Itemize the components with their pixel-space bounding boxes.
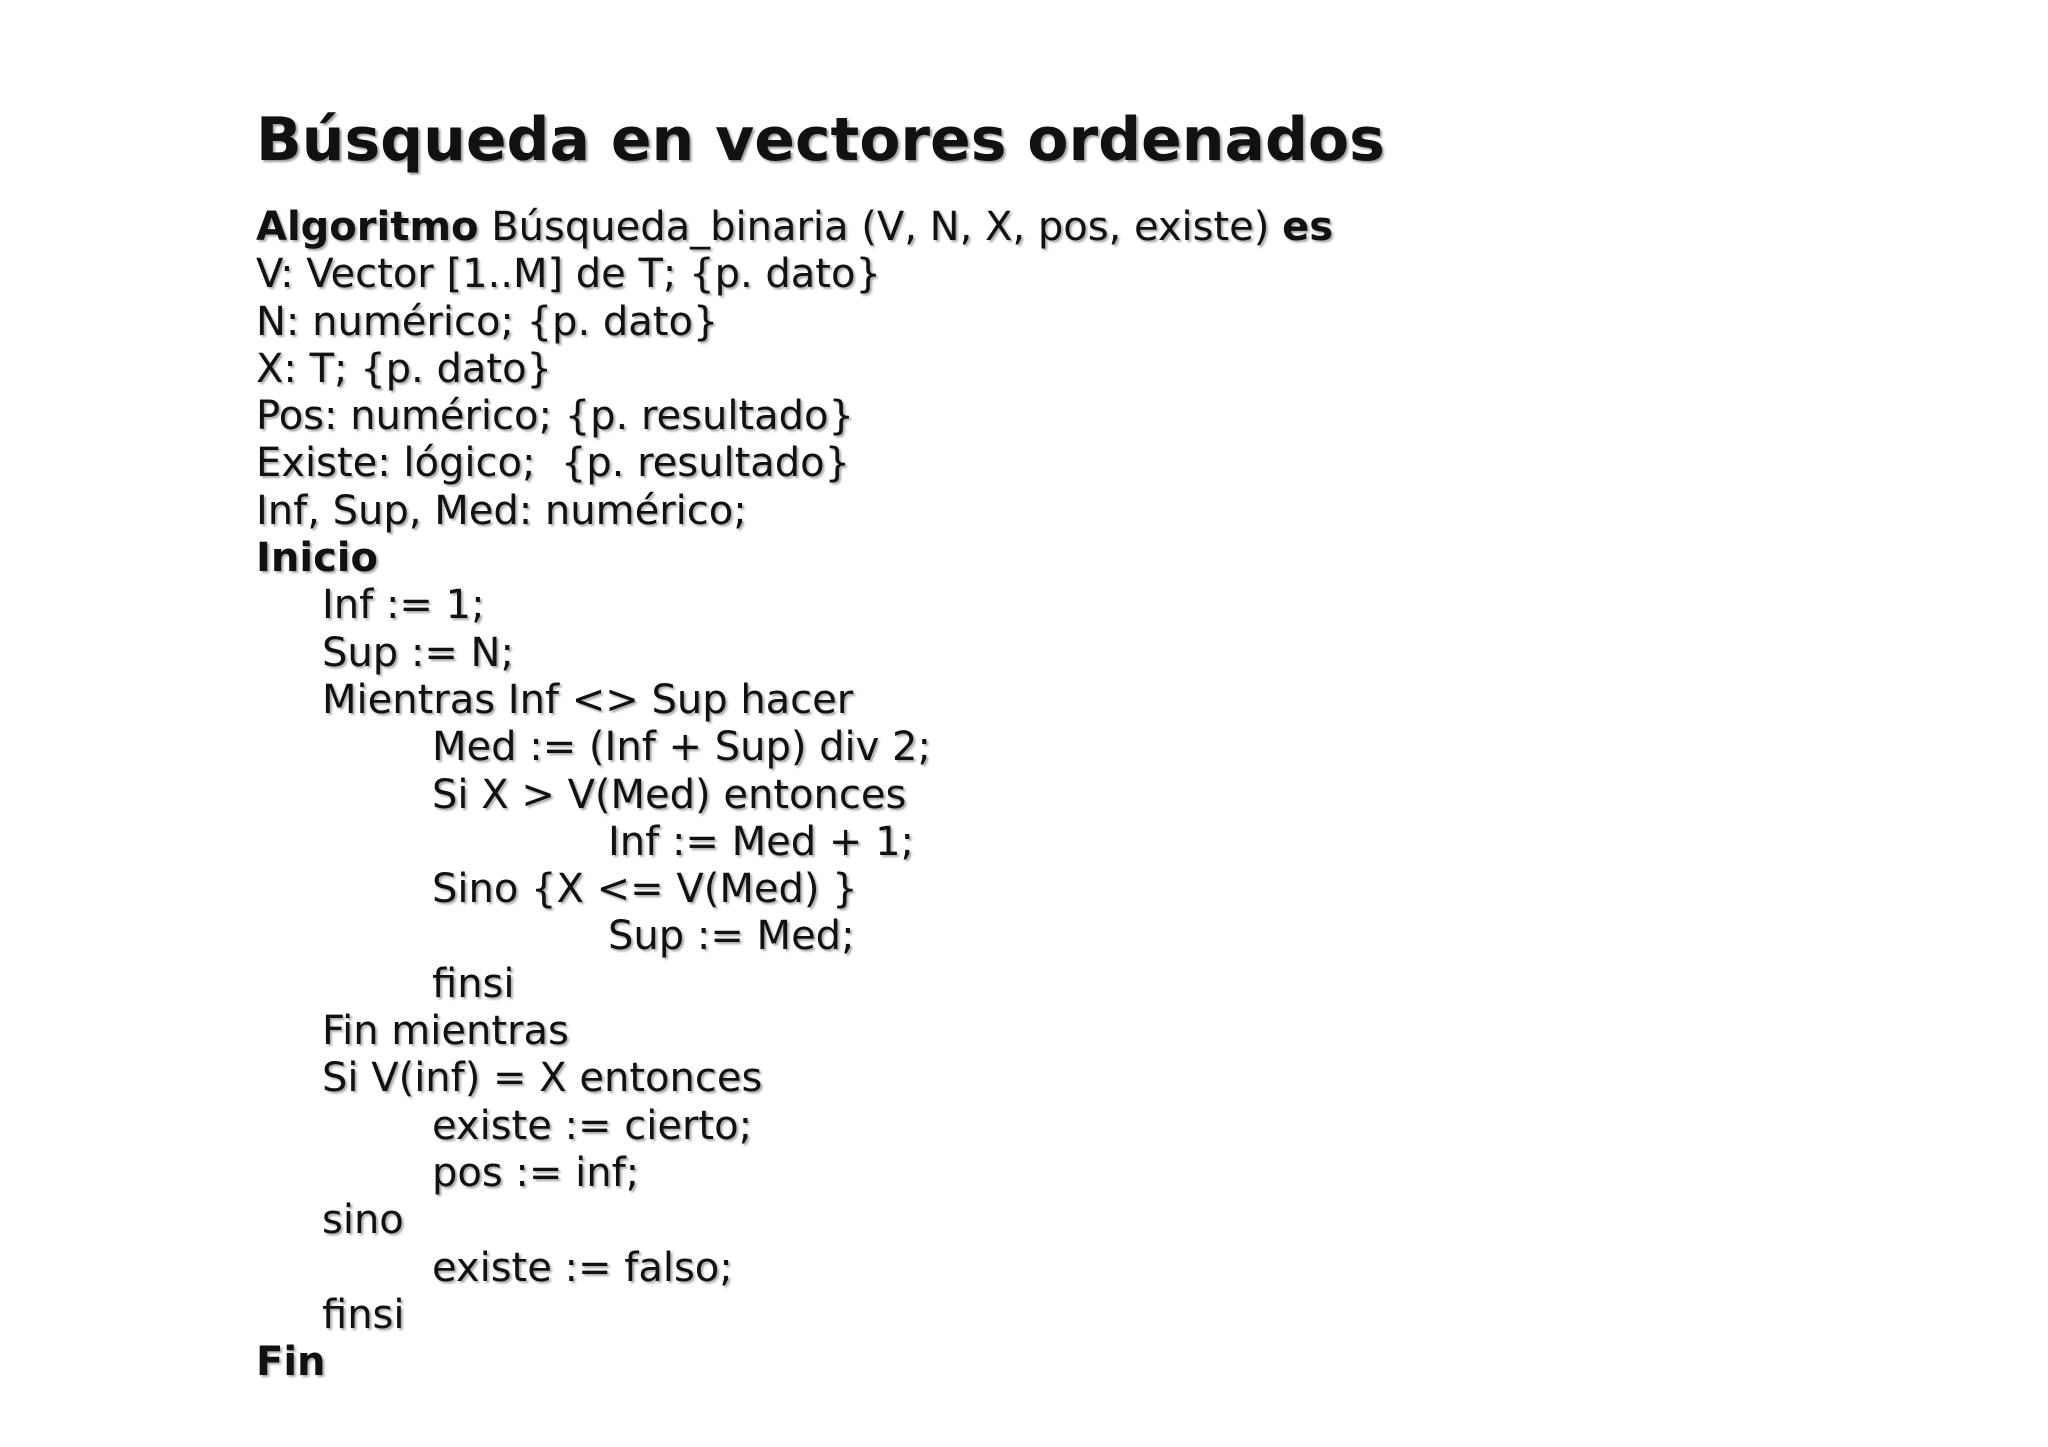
algorithm-signature: Búsqueda_binaria (V, N, X, pos, existe) — [478, 204, 1283, 250]
slide-title: Búsqueda en vectores ordenados — [256, 105, 1385, 175]
declaration-line: X: T; {p. dato} — [256, 345, 552, 392]
algorithm-code-block — [256, 204, 1856, 1386]
declaration-line: Existe: lógico; {p. resultado} — [256, 440, 851, 487]
code-line: Fin mientras — [322, 1008, 569, 1055]
code-line: finsi — [322, 1291, 405, 1338]
code-line: Sup := Med; — [608, 913, 855, 960]
code-line: finsi — [432, 960, 515, 1007]
keyword-fin: Fin — [256, 1339, 326, 1386]
declaration-line: V: Vector [1..M] de T; {p. dato} — [256, 251, 881, 298]
declaration-line: N: numérico; {p. dato} — [256, 298, 719, 345]
algorithm-header — [256, 204, 1856, 251]
code-line: existe := cierto; — [432, 1102, 753, 1149]
code-line: Sino {X <= V(Med) } — [432, 866, 858, 913]
code-line: Inf := Med + 1; — [608, 818, 915, 865]
keyword-inicio: Inicio — [256, 535, 378, 582]
declaration-line: Inf, Sup, Med: numérico; — [256, 487, 747, 534]
code-line: sino — [322, 1197, 404, 1244]
code-line: Inf := 1; — [322, 582, 485, 629]
keyword-es: es — [1282, 204, 1334, 250]
code-line: pos := inf; — [432, 1149, 640, 1196]
keyword-algoritmo: Algoritmo — [256, 204, 479, 250]
declaration-line: Pos: numérico; {p. resultado} — [256, 393, 854, 440]
code-line: Mientras Inf <> Sup hacer — [322, 676, 854, 723]
code-line: Sup := N; — [322, 629, 514, 676]
code-line: Med := (Inf + Sup) div 2; — [432, 724, 931, 771]
code-line: existe := falso; — [432, 1244, 733, 1291]
code-line: Si X > V(Med) entonces — [432, 771, 907, 818]
code-line: Si V(inf) = X entonces — [322, 1055, 763, 1102]
